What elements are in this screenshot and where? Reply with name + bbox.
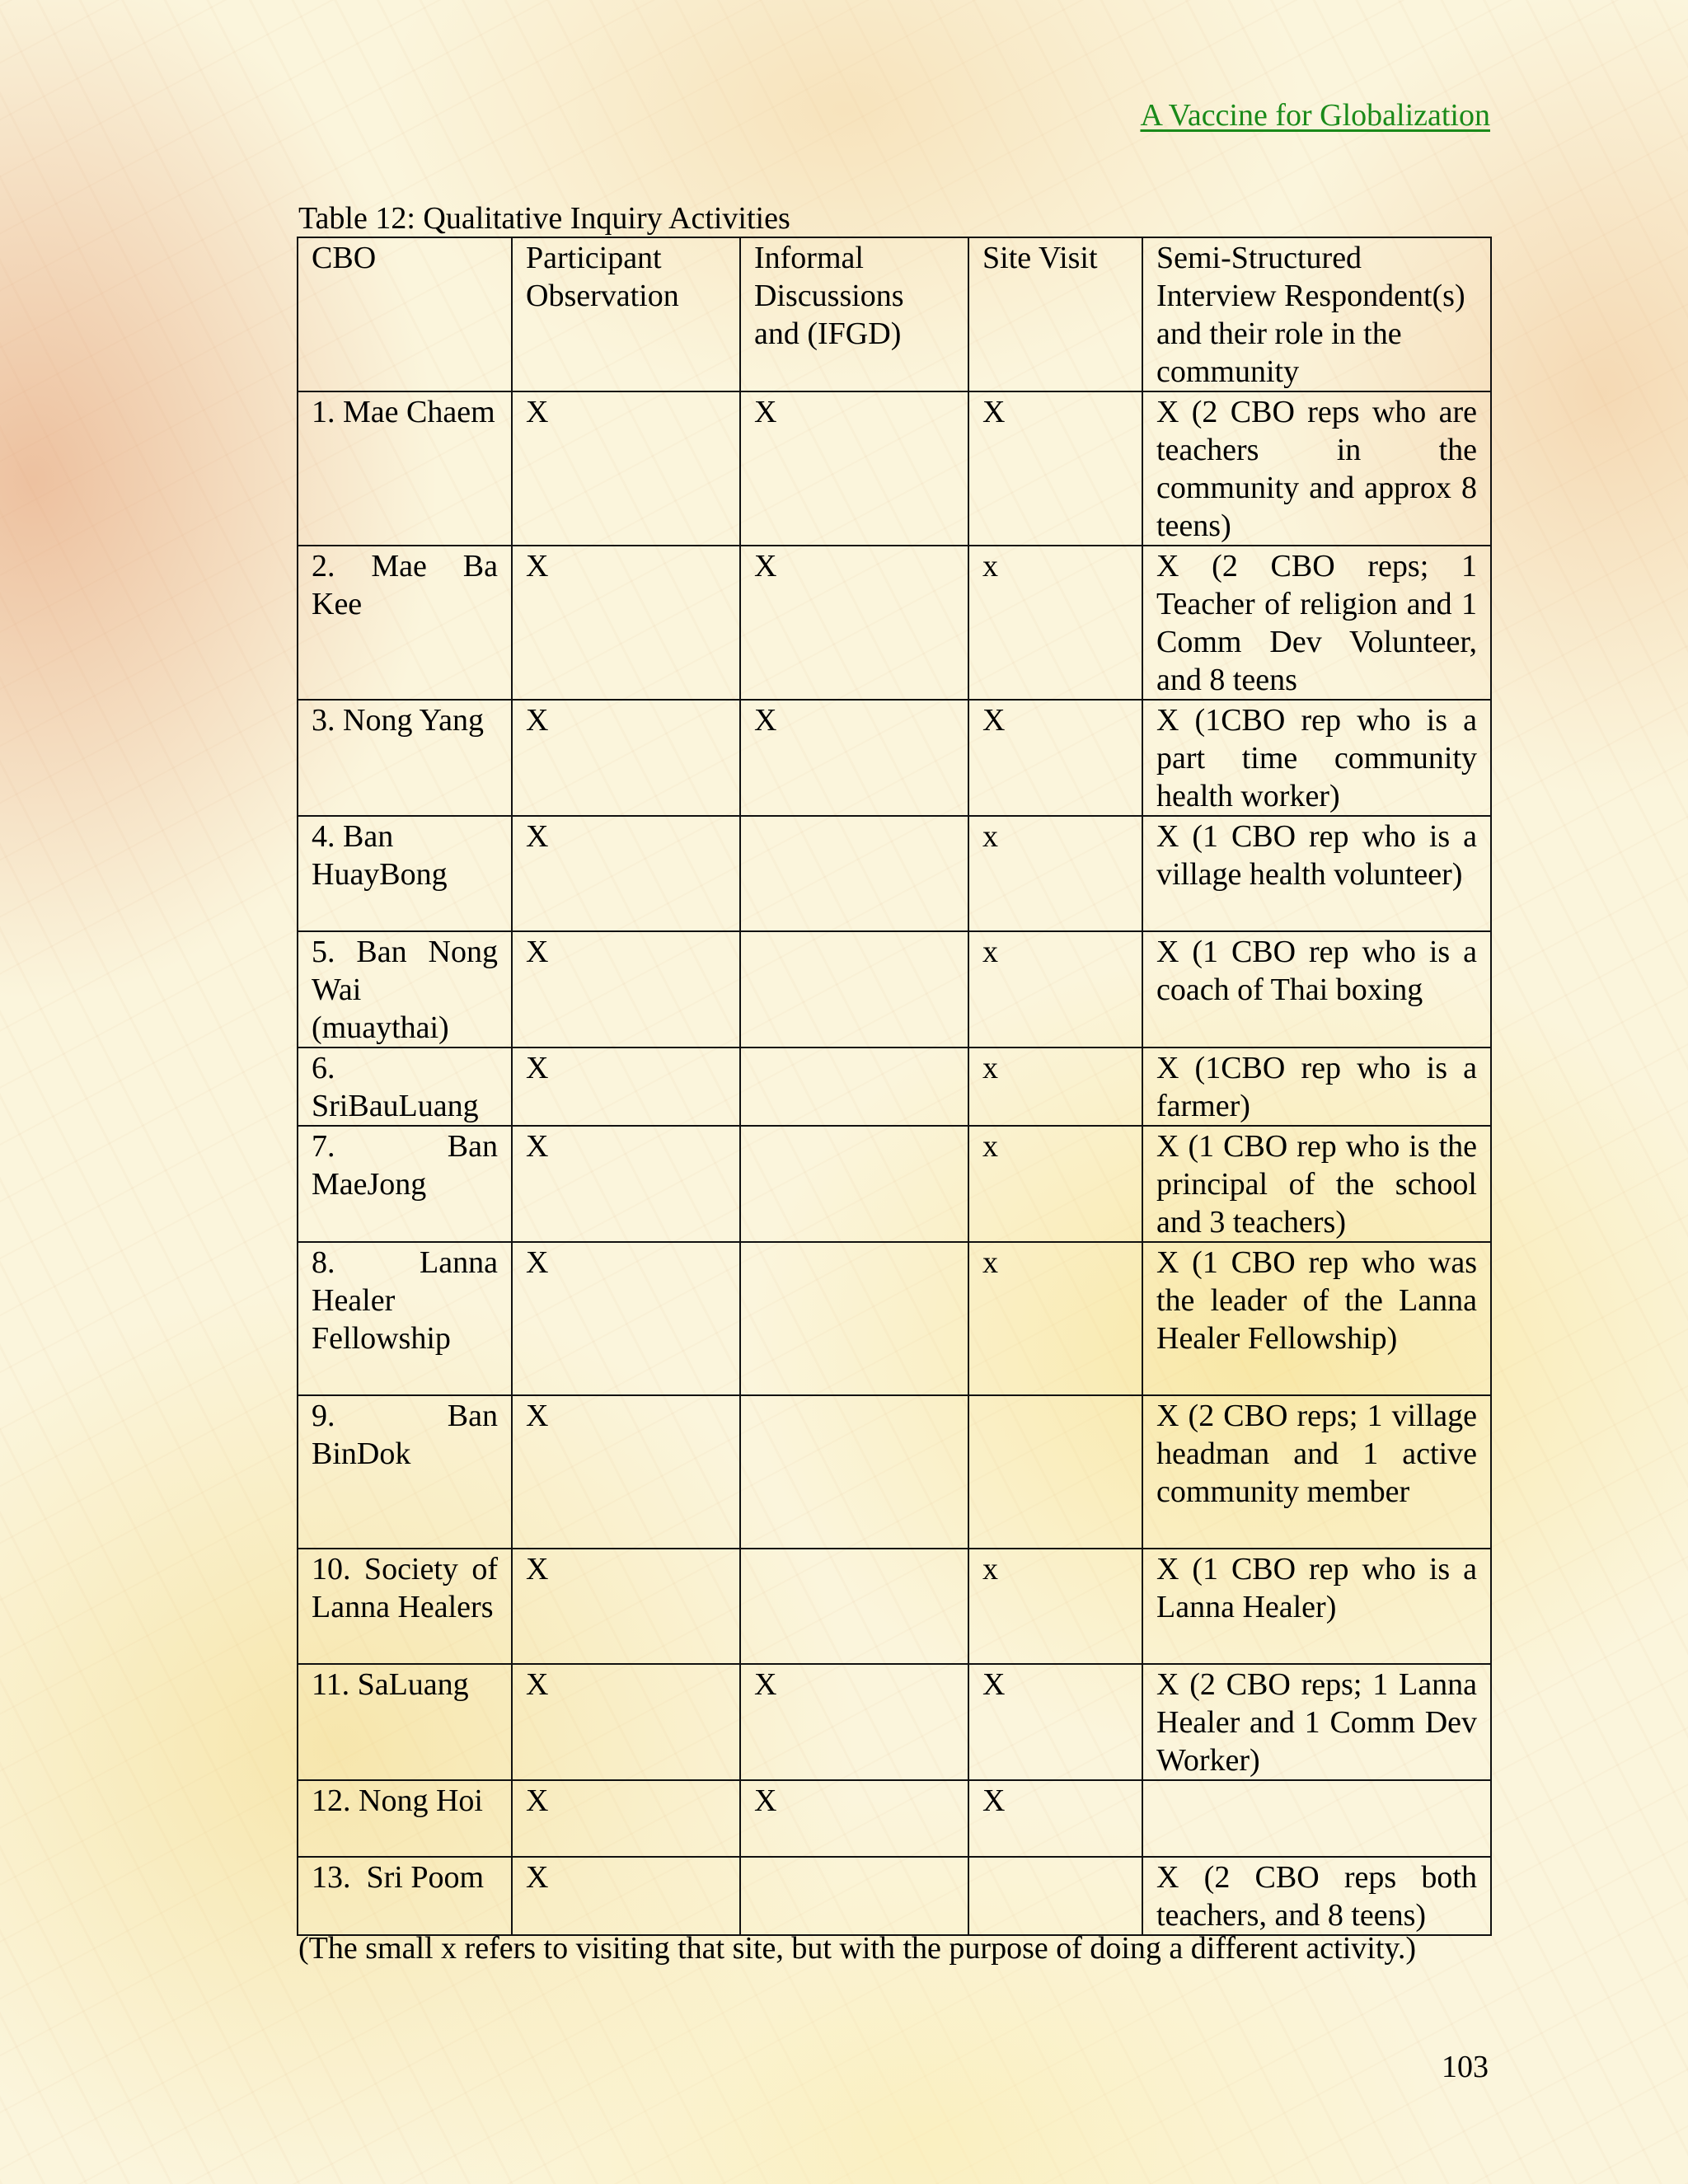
cbo-cell: 12. Nong Hoi xyxy=(298,1780,512,1857)
table-row xyxy=(298,1395,1491,1549)
table-row xyxy=(298,1242,1491,1395)
informal-discussions-cell: X xyxy=(740,700,968,816)
table-row xyxy=(298,1664,1491,1780)
interview-cell: X (1 CBO rep who is a coach of Thai boxing xyxy=(1142,931,1491,1047)
informal-discussions-cell xyxy=(740,1126,968,1242)
participant-observation-cell: X xyxy=(512,1047,740,1126)
column-header-interview: Semi-Structured Interview Respondent(s) and their role in the community xyxy=(1142,237,1491,391)
informal-discussions-cell xyxy=(740,816,968,931)
cbo-cell: 3. Nong Yang xyxy=(298,700,512,816)
interview-cell xyxy=(1142,1780,1491,1857)
site-visit-cell: x xyxy=(968,1126,1142,1242)
informal-discussions-cell xyxy=(740,1047,968,1126)
informal-discussions-cell: X xyxy=(740,546,968,700)
site-visit-cell: x xyxy=(968,546,1142,700)
participant-observation-cell: X xyxy=(512,1549,740,1664)
column-header-informal-discussions: Informal Discussions and (IFGD) xyxy=(740,237,968,391)
running-header: A Vaccine for Globalization xyxy=(1140,98,1490,133)
site-visit-cell: x xyxy=(968,1549,1142,1664)
participant-observation-cell: X xyxy=(512,1857,740,1935)
table-row xyxy=(298,1047,1491,1126)
cbo-cell: 11. SaLuang xyxy=(298,1664,512,1780)
participant-observation-cell: X xyxy=(512,1780,740,1857)
informal-discussions-cell xyxy=(740,1857,968,1935)
interview-cell: X (1 CBO rep who is a village health volunteer) xyxy=(1142,816,1491,931)
site-visit-cell: X xyxy=(968,1780,1142,1857)
cbo-cell: 9. Ban BinDok xyxy=(298,1395,512,1549)
site-visit-cell xyxy=(968,1395,1142,1549)
column-header-participant-observation: Participant Observation xyxy=(512,237,740,391)
table-header-row xyxy=(298,237,1491,391)
table-row xyxy=(298,391,1491,546)
interview-cell: X (2 CBO reps both teachers, and 8 teens) xyxy=(1142,1857,1491,1935)
table-caption: Table 12: Qualitative Inquiry Activities xyxy=(298,201,790,236)
site-visit-cell: X xyxy=(968,700,1142,816)
interview-cell: X (1 CBO rep who is the principal of the school and 3 teachers) xyxy=(1142,1126,1491,1242)
informal-discussions-cell: X xyxy=(740,1780,968,1857)
participant-observation-cell: X xyxy=(512,391,740,546)
informal-discussions-cell xyxy=(740,1549,968,1664)
informal-discussions-cell: X xyxy=(740,1664,968,1780)
participant-observation-cell: X xyxy=(512,931,740,1047)
informal-discussions-cell xyxy=(740,1395,968,1549)
site-visit-cell: X xyxy=(968,391,1142,546)
site-visit-cell: X xyxy=(968,1664,1142,1780)
table-row xyxy=(298,700,1491,816)
cbo-cell: 6. SriBauLuang xyxy=(298,1047,512,1126)
site-visit-cell xyxy=(968,1857,1142,1935)
cbo-cell: 10. Society of Lanna Healers xyxy=(298,1549,512,1664)
table-footnote: (The small x refers to visiting that site, but with the purpose of doing a different activity.) xyxy=(298,1931,1417,1966)
cbo-cell: 1. Mae Chaem xyxy=(298,391,512,546)
interview-cell: X (1CBO rep who is a farmer) xyxy=(1142,1047,1491,1126)
informal-discussions-cell: X xyxy=(740,391,968,546)
cbo-cell: 4. Ban HuayBong xyxy=(298,816,512,931)
informal-discussions-cell xyxy=(740,931,968,1047)
column-header-cbo: CBO xyxy=(298,237,512,391)
participant-observation-cell: X xyxy=(512,546,740,700)
participant-observation-cell: X xyxy=(512,1242,740,1395)
cbo-cell: 13. Sri Poom xyxy=(298,1857,512,1935)
site-visit-cell: x xyxy=(968,1242,1142,1395)
interview-cell: X (2 CBO reps; 1 Teacher of religion and 1 Comm Dev Volunteer, and 8 teens xyxy=(1142,546,1491,700)
interview-cell: X (2 CBO reps; 1 Lanna Healer and 1 Comm Dev Worker) xyxy=(1142,1664,1491,1780)
site-visit-cell: x xyxy=(968,1047,1142,1126)
table-row xyxy=(298,1126,1491,1242)
interview-cell: X (1CBO rep who is a part time community health worker) xyxy=(1142,700,1491,816)
table-row xyxy=(298,816,1491,931)
interview-cell: X (2 CBO reps; 1 village headman and 1 active community member xyxy=(1142,1395,1491,1549)
table-row xyxy=(298,1549,1491,1664)
site-visit-cell: x xyxy=(968,931,1142,1047)
participant-observation-cell: X xyxy=(512,1126,740,1242)
table-row xyxy=(298,931,1491,1047)
qualitative-inquiry-table xyxy=(297,237,1492,1936)
interview-cell: X (2 CBO reps who are teachers in the community and approx 8 teens) xyxy=(1142,391,1491,546)
interview-cell: X (1 CBO rep who is a Lanna Healer) xyxy=(1142,1549,1491,1664)
participant-observation-cell: X xyxy=(512,700,740,816)
participant-observation-cell: X xyxy=(512,1395,740,1549)
site-visit-cell: x xyxy=(968,816,1142,931)
table-row xyxy=(298,1780,1491,1857)
cbo-cell: 7. Ban MaeJong xyxy=(298,1126,512,1242)
informal-discussions-cell xyxy=(740,1242,968,1395)
table-row xyxy=(298,1857,1491,1935)
cbo-cell: 8. Lanna Healer Fellowship xyxy=(298,1242,512,1395)
table-row xyxy=(298,546,1491,700)
participant-observation-cell: X xyxy=(512,1664,740,1780)
page-number: 103 xyxy=(1442,2050,1489,2084)
cbo-cell: 2. Mae Ba Kee xyxy=(298,546,512,700)
column-header-site-visit: Site Visit xyxy=(968,237,1142,391)
cbo-cell: 5. Ban Nong Wai (muaythai) xyxy=(298,931,512,1047)
interview-cell: X (1 CBO rep who was the leader of the Lanna Healer Fellowship) xyxy=(1142,1242,1491,1395)
participant-observation-cell: X xyxy=(512,816,740,931)
